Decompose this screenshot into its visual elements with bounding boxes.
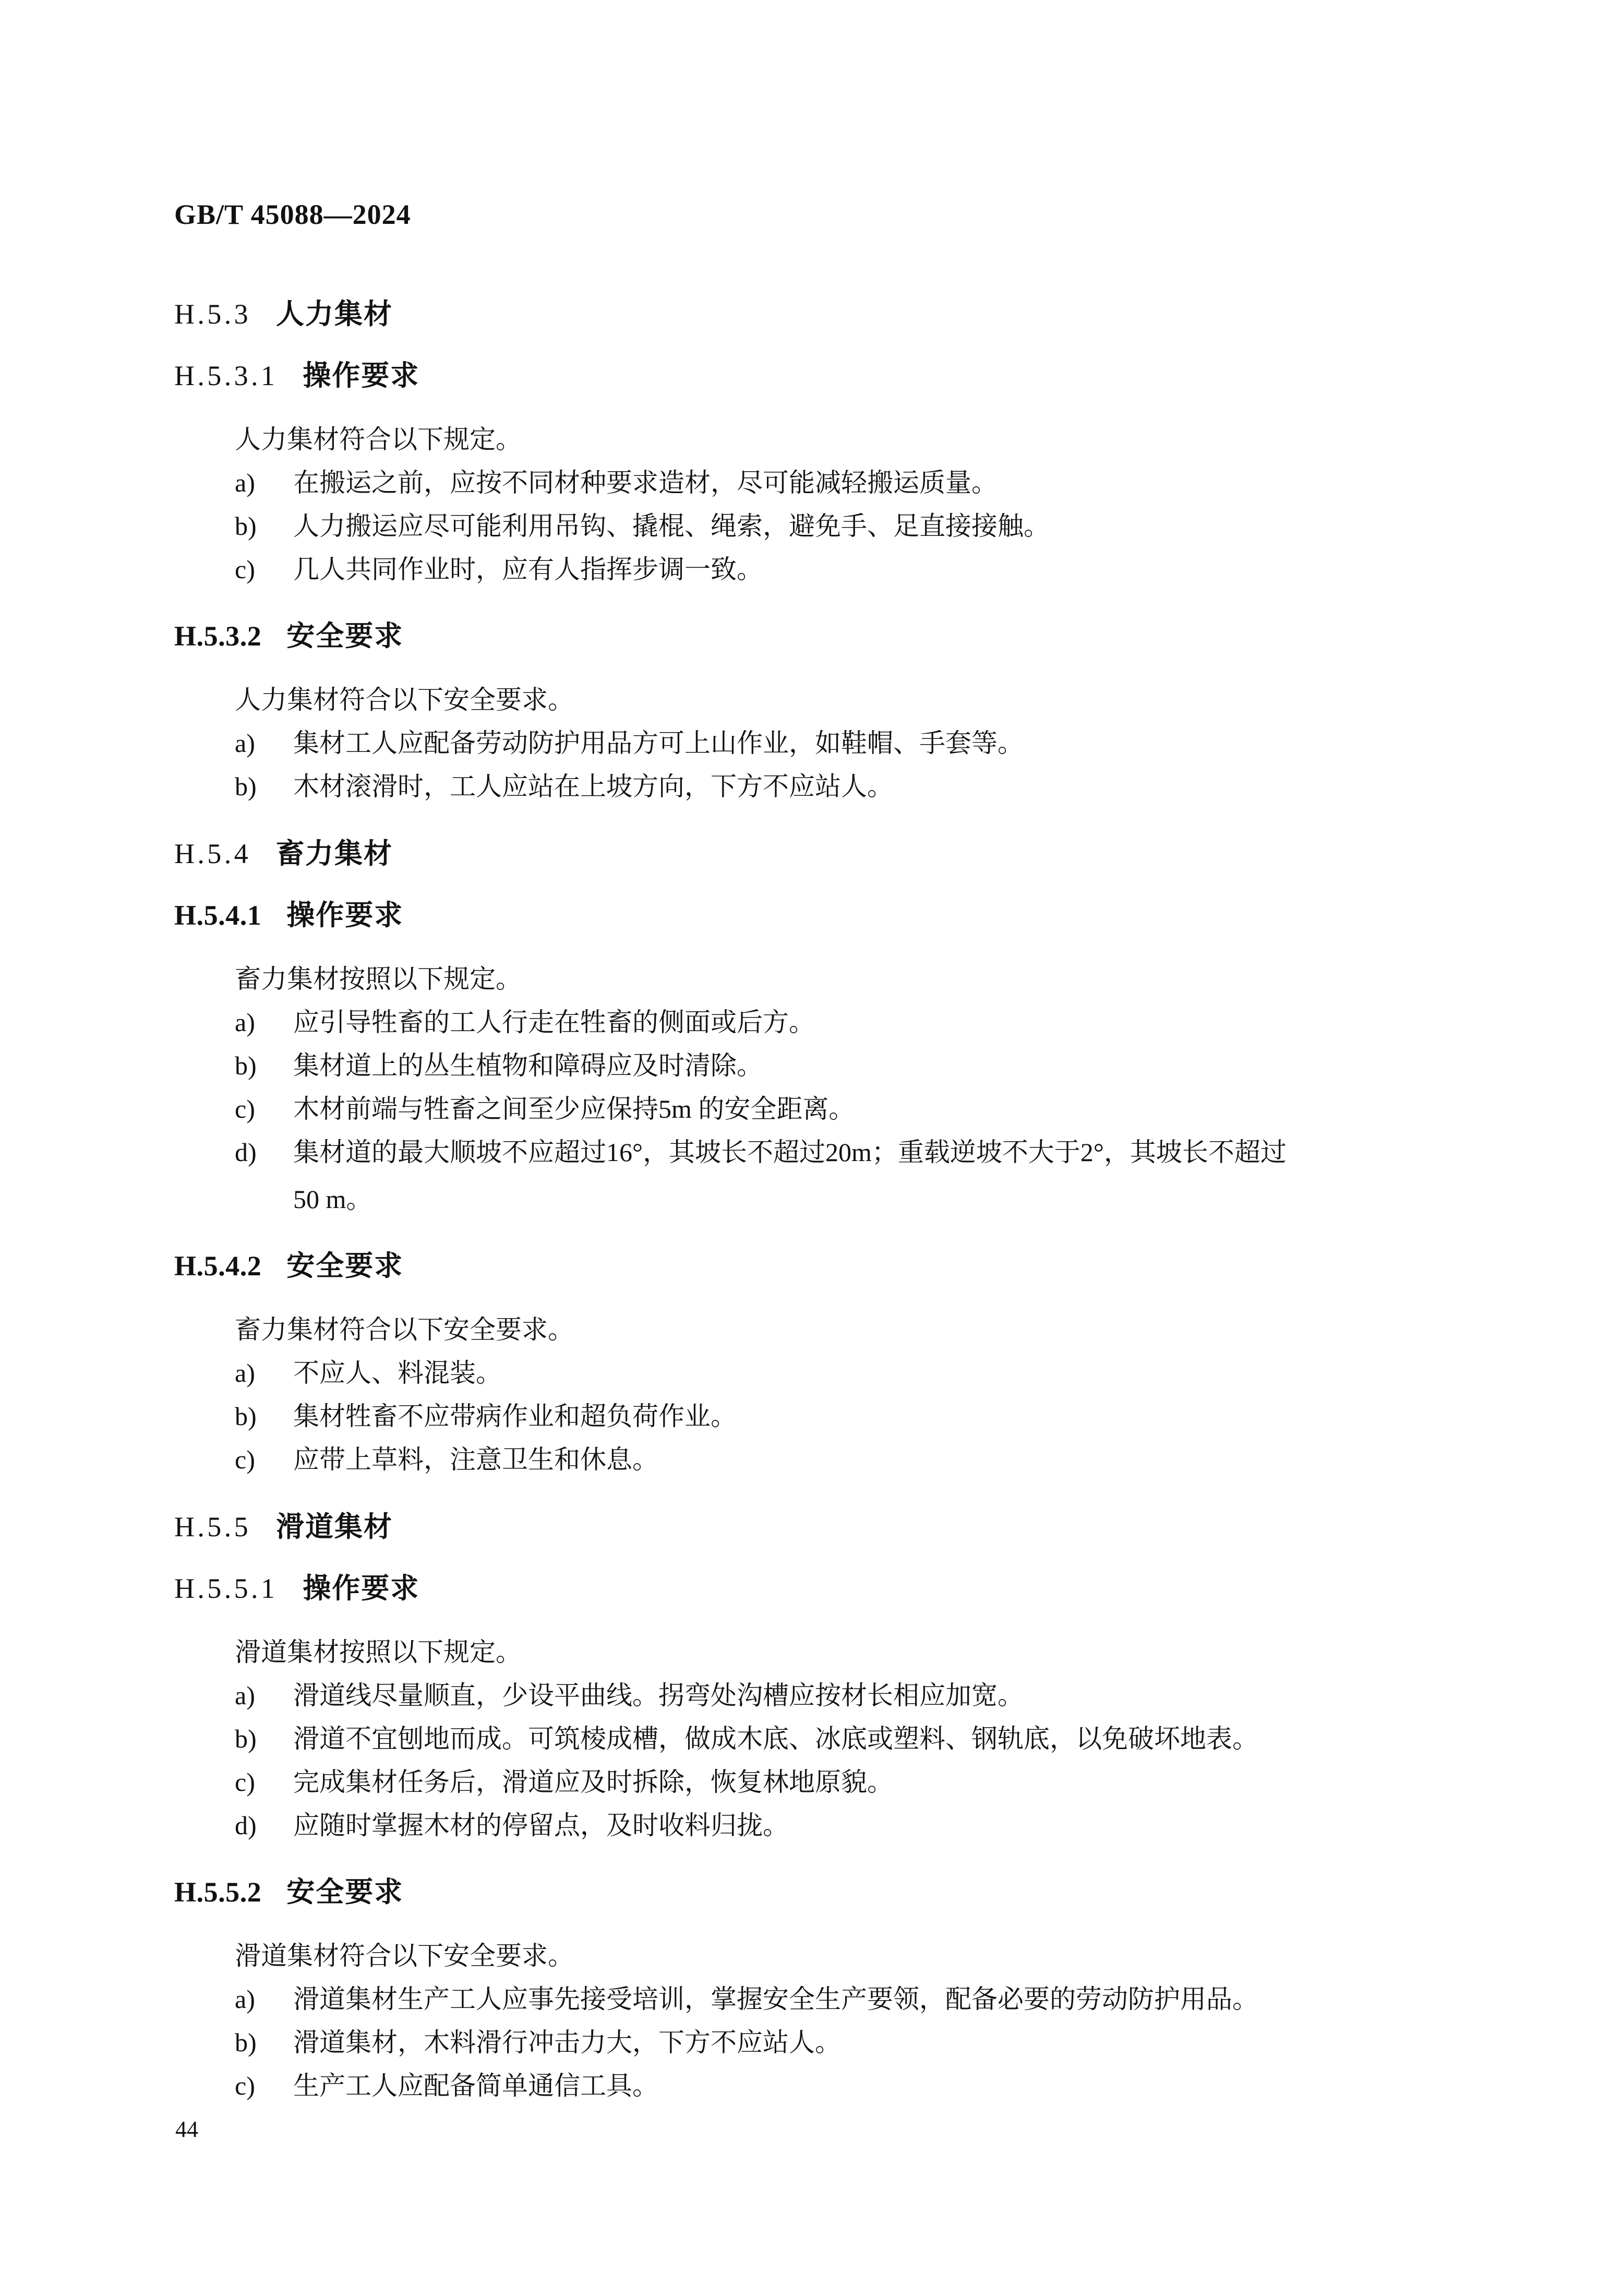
intro-paragraph: 畜力集材符合以下安全要求。 <box>235 1315 574 1344</box>
list-item <box>235 2027 1463 2058</box>
list-item-text <box>293 1810 1463 1841</box>
list-item-text <box>293 1401 1463 1432</box>
list-item-marker: b) <box>235 772 257 801</box>
section-heading-H.5.5.2 <box>174 1876 1463 1908</box>
section-heading-H.5.3.2 <box>174 620 1463 652</box>
heading-title: 安全要求 <box>286 1876 404 1908</box>
list-item-text <box>293 1093 1463 1125</box>
list-item-line: 滑道集材，木料滑行冲击力大，下方不应站人。 <box>293 2028 841 2057</box>
heading-title: 人力集材 <box>276 298 393 330</box>
heading-title: 安全要求 <box>286 620 404 652</box>
list-item-marker: b) <box>235 1402 257 1431</box>
list-item-text <box>293 467 1463 498</box>
list-item-marker: a) <box>235 1681 255 1710</box>
list-item-text <box>293 1983 1463 2015</box>
list-item-text <box>293 1723 1463 1754</box>
section-heading-H.5.3.1 <box>174 360 1463 391</box>
heading-title: 操作要求 <box>286 900 404 931</box>
list-item-marker: b) <box>235 1051 257 1080</box>
list-item-line: 集材工人应配备劳动防护用品方可上山作业，如鞋帽、手套等。 <box>293 728 1024 758</box>
list-item-line: 应带上草料，注意卫生和休息。 <box>293 1445 658 1474</box>
heading-number: H.5.5 <box>174 1511 251 1542</box>
list-item-text <box>293 554 1463 585</box>
list-item-marker: a) <box>235 728 255 758</box>
list-item <box>235 1444 1463 1475</box>
list-item <box>235 727 1463 759</box>
list-item-line: 在搬运之前，应按不同材种要求造材，尽可能减轻搬运质量。 <box>293 468 998 497</box>
list-item <box>235 467 1463 498</box>
section-heading-H.5.4.2 <box>174 1250 1463 1282</box>
list-item-text <box>293 1766 1463 1798</box>
heading-number: H.5.3.2 <box>174 620 262 652</box>
list-item-marker: b) <box>235 511 257 541</box>
list-item-marker: b) <box>235 1724 257 1753</box>
list-item-line: 滑道不宜刨地而成。可筑棱成槽，做成木底、冰底或塑料、钢轨底，以免破坏地表。 <box>293 1724 1258 1753</box>
list-item-line: 集材牲畜不应带病作业和超负荷作业。 <box>293 1402 737 1431</box>
list-item <box>235 1680 1463 1711</box>
page-number: 44 <box>175 2116 198 2142</box>
list-item-line: 50 m。 <box>293 1185 373 1214</box>
heading-number: H.5.5.2 <box>174 1876 262 1908</box>
list-item-line: 生产工人应配备简单通信工具。 <box>293 2071 658 2100</box>
list-item <box>235 2070 1463 2101</box>
list-item-line: 几人共同作业时，应有人指挥步调一致。 <box>293 555 763 584</box>
list-item <box>235 1401 1463 1432</box>
list-item-line: 应随时掌握木材的停留点，及时收料归拢。 <box>293 1811 789 1840</box>
list-item-line: 滑道集材生产工人应事先接受培训，掌握安全生产要领，配备必要的劳动防护用品。 <box>293 1984 1258 2014</box>
list-item-marker: d) <box>235 1811 257 1840</box>
list-item <box>235 1983 1463 2015</box>
list-item-line: 木材滚滑时，工人应站在上坡方向，下方不应站人。 <box>293 772 893 801</box>
list-item-line: 人力搬运应尽可能利用吊钩、撬棍、绳索，避免手、足直接接触。 <box>293 511 1050 541</box>
list-item <box>235 510 1463 542</box>
list-item-line: 集材道的最大顺坡不应超过16°，其坡长不超过20m；重载逆坡不大于2°，其坡长不超过 <box>293 1138 1287 1167</box>
list-item-marker: a) <box>235 468 255 497</box>
list-item-text <box>293 2070 1463 2101</box>
list-item-marker: c) <box>235 1767 255 1797</box>
list-item-text <box>293 1680 1463 1711</box>
intro-paragraph: 滑道集材符合以下安全要求。 <box>235 1941 574 1970</box>
list-item <box>235 1723 1463 1754</box>
list-item-line: 不应人、料混装。 <box>293 1358 502 1388</box>
list-item <box>235 1357 1463 1389</box>
heading-title: 操作要求 <box>303 1573 420 1604</box>
standard-number-header: GB/T 45088—2024 <box>174 199 411 230</box>
document-body <box>174 229 1463 2101</box>
list-item-marker: c) <box>235 555 255 584</box>
list-item-line: 完成集材任务后，滑道应及时拆除，恢复林地原貌。 <box>293 1767 893 1797</box>
section-heading-H.5.5.1 <box>174 1573 1463 1604</box>
heading-title: 安全要求 <box>286 1250 404 1282</box>
list-item-text <box>293 1137 1463 1215</box>
section-heading-H.5.3 <box>174 298 1463 330</box>
list-item-marker: a) <box>235 1358 255 1388</box>
list-item-text <box>293 1444 1463 1475</box>
list-item <box>235 1137 1463 1215</box>
list-item-marker: c) <box>235 1445 255 1474</box>
section-heading-H.5.4.1 <box>174 900 1463 931</box>
list-item-text <box>293 510 1463 542</box>
heading-number: H.5.4.2 <box>174 1250 262 1282</box>
list-item-marker: d) <box>235 1138 257 1167</box>
section-heading-H.5.4 <box>174 838 1463 870</box>
list-item-marker: c) <box>235 2071 255 2100</box>
list-item <box>235 1007 1463 1038</box>
intro-paragraph: 畜力集材按照以下规定。 <box>235 964 522 994</box>
list-item <box>235 1050 1463 1081</box>
list-item-marker: a) <box>235 1008 255 1037</box>
list-item-line: 木材前端与牲畜之间至少应保持5m 的安全距离。 <box>293 1094 855 1123</box>
list-item-text <box>293 1357 1463 1389</box>
heading-title: 畜力集材 <box>276 838 393 869</box>
intro-paragraph: 滑道集材按照以下规定。 <box>235 1637 522 1667</box>
heading-number: H.5.3 <box>174 298 251 330</box>
list-item-line: 集材道上的丛生植物和障碍应及时清除。 <box>293 1051 763 1080</box>
list-item-text <box>293 727 1463 759</box>
list-item-text <box>293 2027 1463 2058</box>
heading-number: H.5.4 <box>174 838 251 869</box>
list-item-marker: b) <box>235 2028 257 2057</box>
list-item-line: 应引导牲畜的工人行走在牲畜的侧面或后方。 <box>293 1008 815 1037</box>
heading-number: H.5.4.1 <box>174 900 262 931</box>
list-item-text <box>293 1007 1463 1038</box>
heading-title: 滑道集材 <box>276 1511 393 1542</box>
list-item <box>235 1093 1463 1125</box>
list-item-text <box>293 1050 1463 1081</box>
list-item-marker: a) <box>235 1984 255 2014</box>
heading-number: H.5.3.1 <box>174 360 278 391</box>
list-item-text <box>293 771 1463 802</box>
heading-number: H.5.5.1 <box>174 1573 278 1604</box>
heading-title: 操作要求 <box>303 360 420 391</box>
intro-paragraph: 人力集材符合以下安全要求。 <box>235 685 574 714</box>
list-item <box>235 554 1463 585</box>
section-heading-H.5.5 <box>174 1511 1463 1543</box>
list-item-marker: c) <box>235 1094 255 1123</box>
list-item <box>235 771 1463 802</box>
list-item <box>235 1810 1463 1841</box>
list-item <box>235 1766 1463 1798</box>
list-item-line: 滑道线尽量顺直，少设平曲线。拐弯处沟槽应按材长相应加宽。 <box>293 1681 1024 1710</box>
intro-paragraph: 人力集材符合以下规定。 <box>235 425 522 454</box>
